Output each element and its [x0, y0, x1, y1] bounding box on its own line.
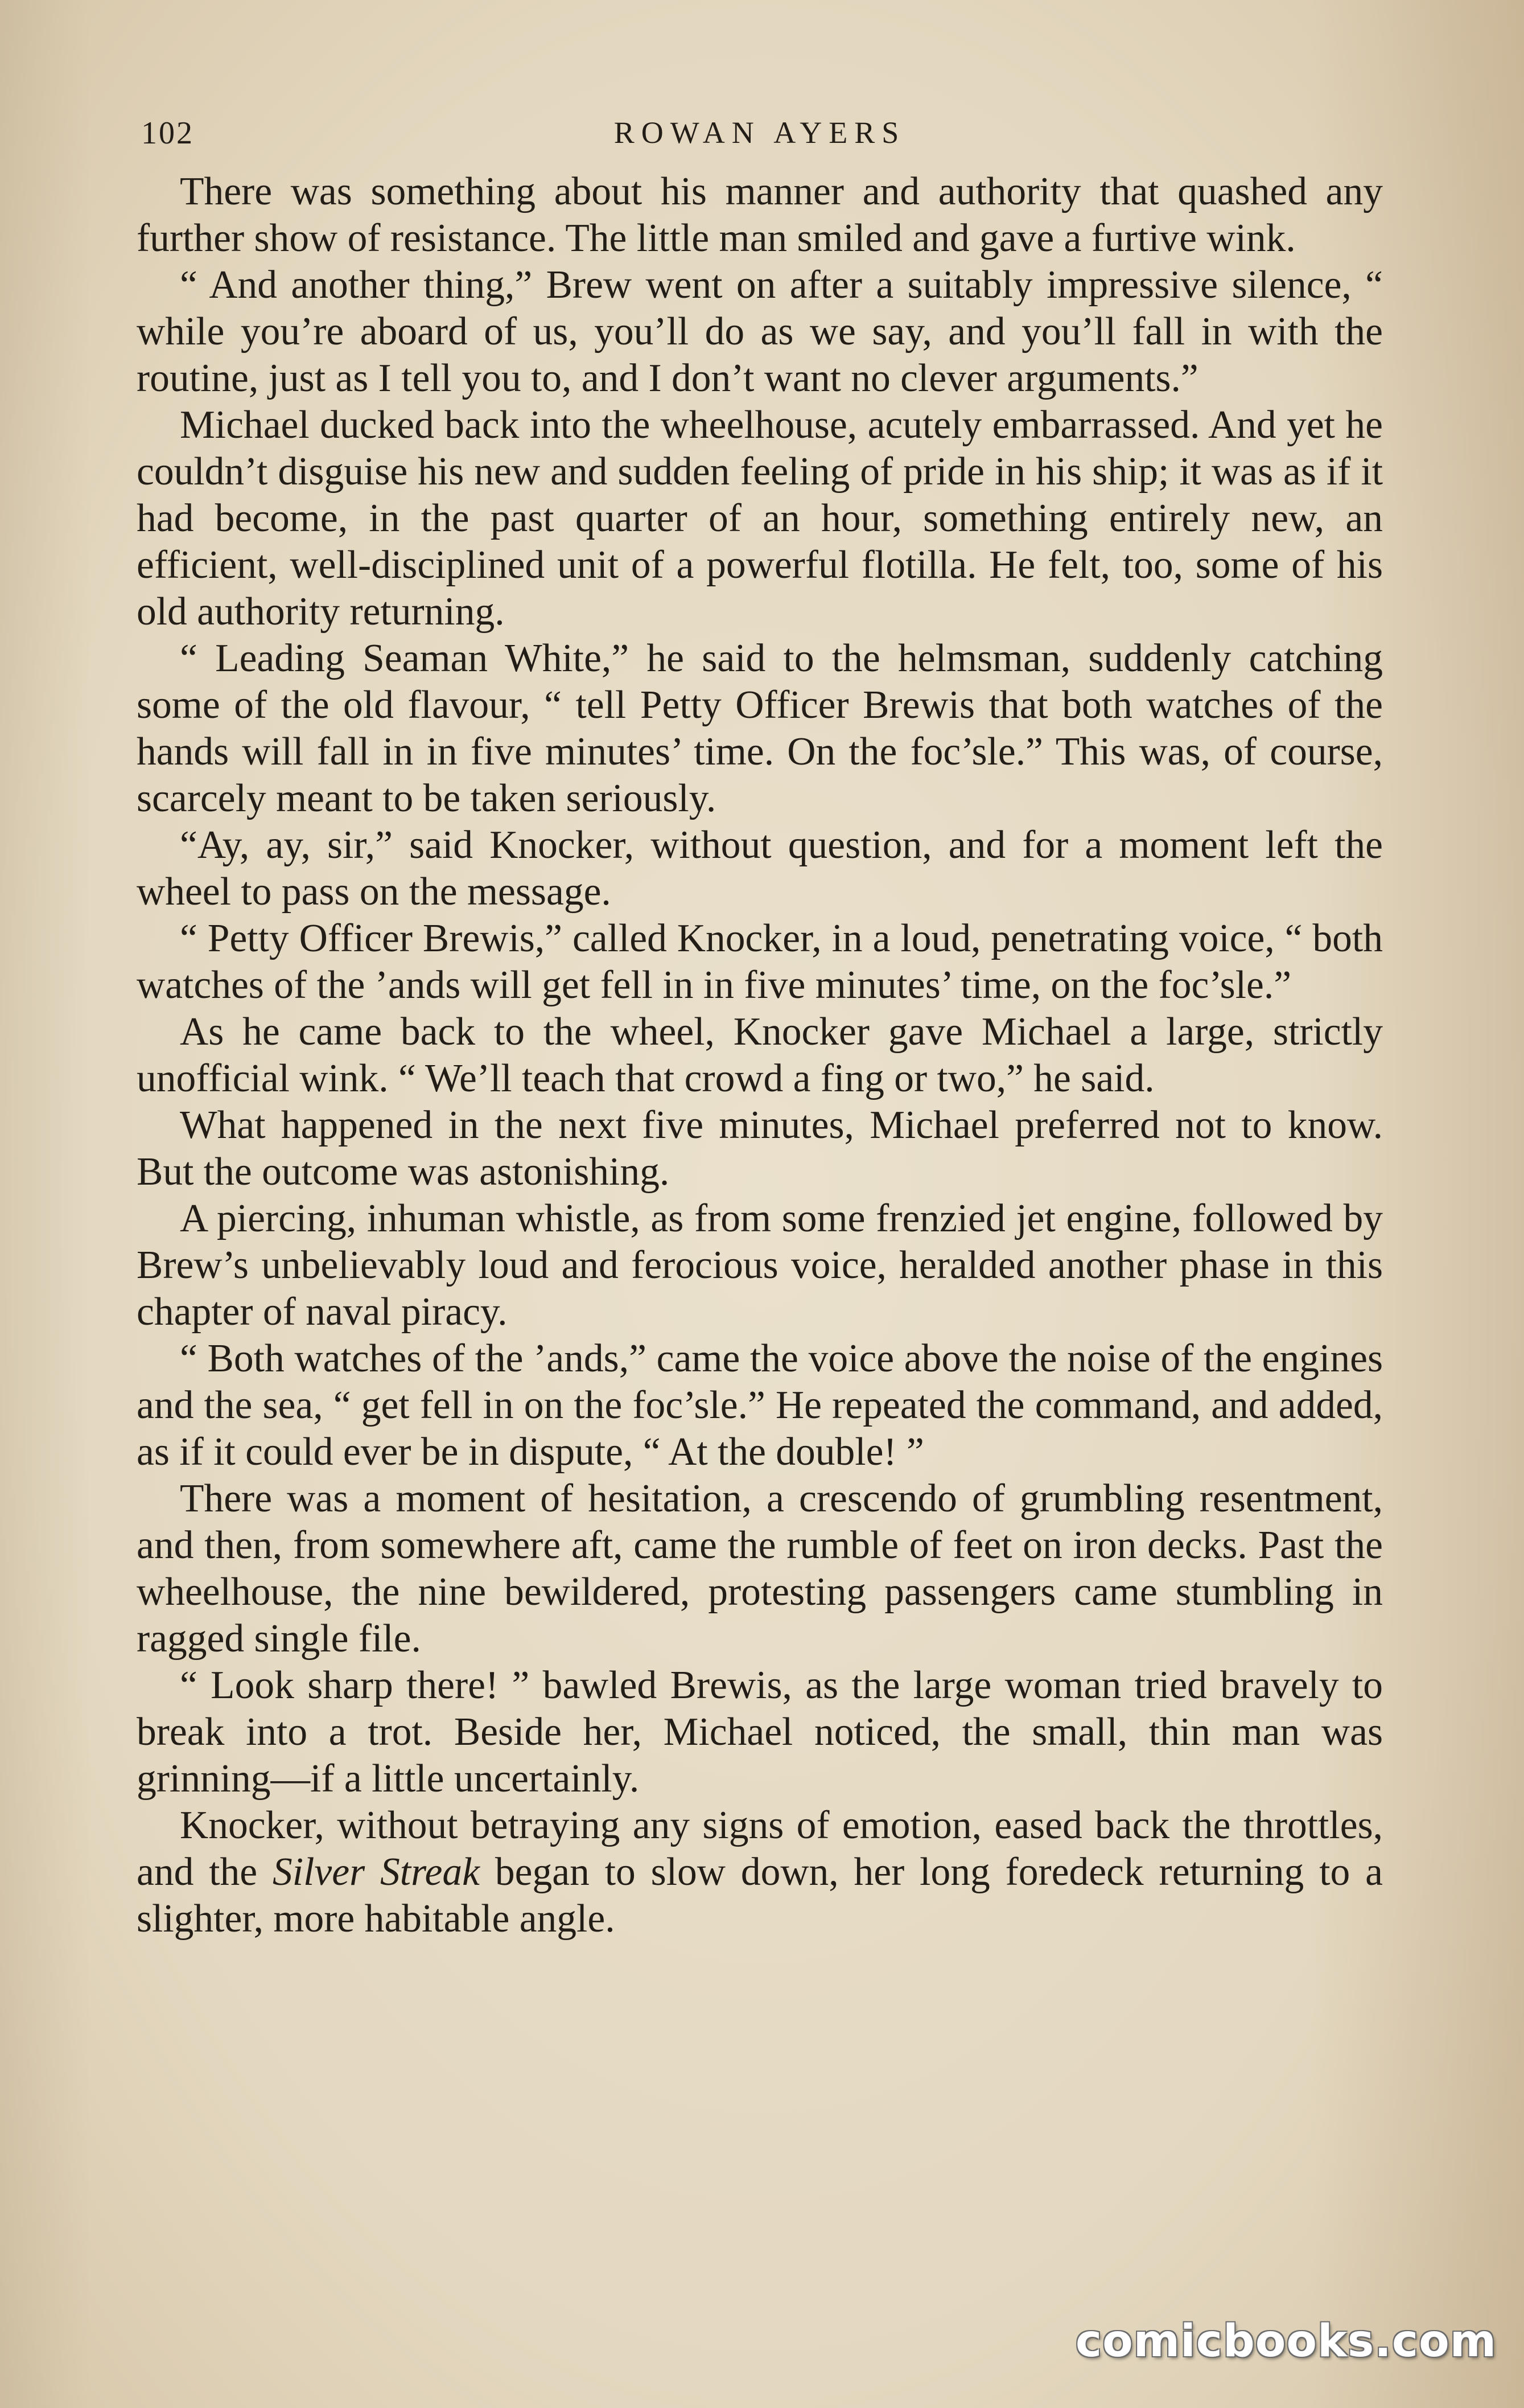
paragraph: Michael ducked back into the wheelhouse, acutely embarrassed. And yet he couldn’t disguise his new and sudden feeling of pride in his ship; it was as if it had become, in the past quarter of an hour, something entirely new, an efficient, well-disciplined unit of a powerful flotilla. He felt, too, some of his old authority returning. [137, 403, 1383, 634]
page-number: 102 [141, 116, 194, 151]
paragraph: “ And another thing,” Brew went on after a suitably impressive silence, “ while you’re aboard of us, you’ll do as we say, and you’ll fall in with the routine, just as I tell you to, and I don’t want no clever arguments.” [137, 263, 1383, 400]
book-page [137, 108, 1383, 2328]
final-text-start: Knocker, without betraying any signs of emotion, eased back the throttles, and the [137, 1803, 1383, 1894]
paragraph: “ Both watches of the ’ands,” came the voice above the noise of the engines and the sea, “ get fell in on the foc’sle.” He repeated the command, and added, as if it could ever be in dispute, “ At the double! ” [137, 1337, 1383, 1474]
running-head: ROWAN AYERS [613, 116, 906, 150]
paragraph: As he came back to the wheel, Knocker gave Michael a large, strictly unofficial wink. “ We’ll teach that crowd a fing or two,” he said. [137, 1010, 1383, 1100]
watermark-logo: comicbooks.com [1075, 2316, 1497, 2367]
paragraph-final [137, 1802, 1383, 1942]
final-text-end: began to slow down, her long foredeck returning to a slighter, more habitable angle. [137, 1850, 1383, 1941]
paragraph: “ Leading Seaman White,” he said to the helmsman, suddenly catching some of the old flavour, “ tell Petty Officer Brewis that both watches of the hands will fall in in five minutes’ time. On the foc’sle.” This was, of course, scarcely meant to be taken seriously. [137, 636, 1383, 820]
paragraph: “ Petty Officer Brewis,” called Knocker, in a loud, penetrating voice, “ both watches of the ’ands will get fell in in five minutes’ time, on the foc’sle.” [137, 917, 1383, 1007]
page-header [137, 108, 1383, 165]
paragraph: What happened in the next five minutes, Michael preferred not to know. But the outcome was astonishing. [137, 1103, 1383, 1194]
paragraph: There was something about his manner and authority that quashed any further show of resistance. The little man smiled and gave a furtive wink. [137, 170, 1383, 260]
paragraph: A piercing, inhuman whistle, as from some frenzied jet engine, followed by Brew’s unbelievably loud and ferocious voice, heralded another phase in this chapter of naval piracy. [137, 1197, 1383, 1334]
ship-name: Silver Streak [273, 1850, 480, 1894]
paragraph: There was a moment of hesitation, a crescendo of grumbling resentment, and then, from somewhere aft, came the rumble of feet on iron decks. Past the wheelhouse, the nine bewildered, protesting passengers came stumbling in ragged single file. [137, 1477, 1383, 1661]
paragraph: “Ay, ay, sir,” said Knocker, without question, and for a moment left the wheel to pass on the message. [137, 823, 1383, 914]
paragraph: “ Look sharp there! ” bawled Brewis, as the large woman tried bravely to break into a trot. Beside her, Michael noticed, the small, thin man was grinning—if a little uncertainly. [137, 1663, 1383, 1801]
body-text [137, 169, 1383, 1942]
